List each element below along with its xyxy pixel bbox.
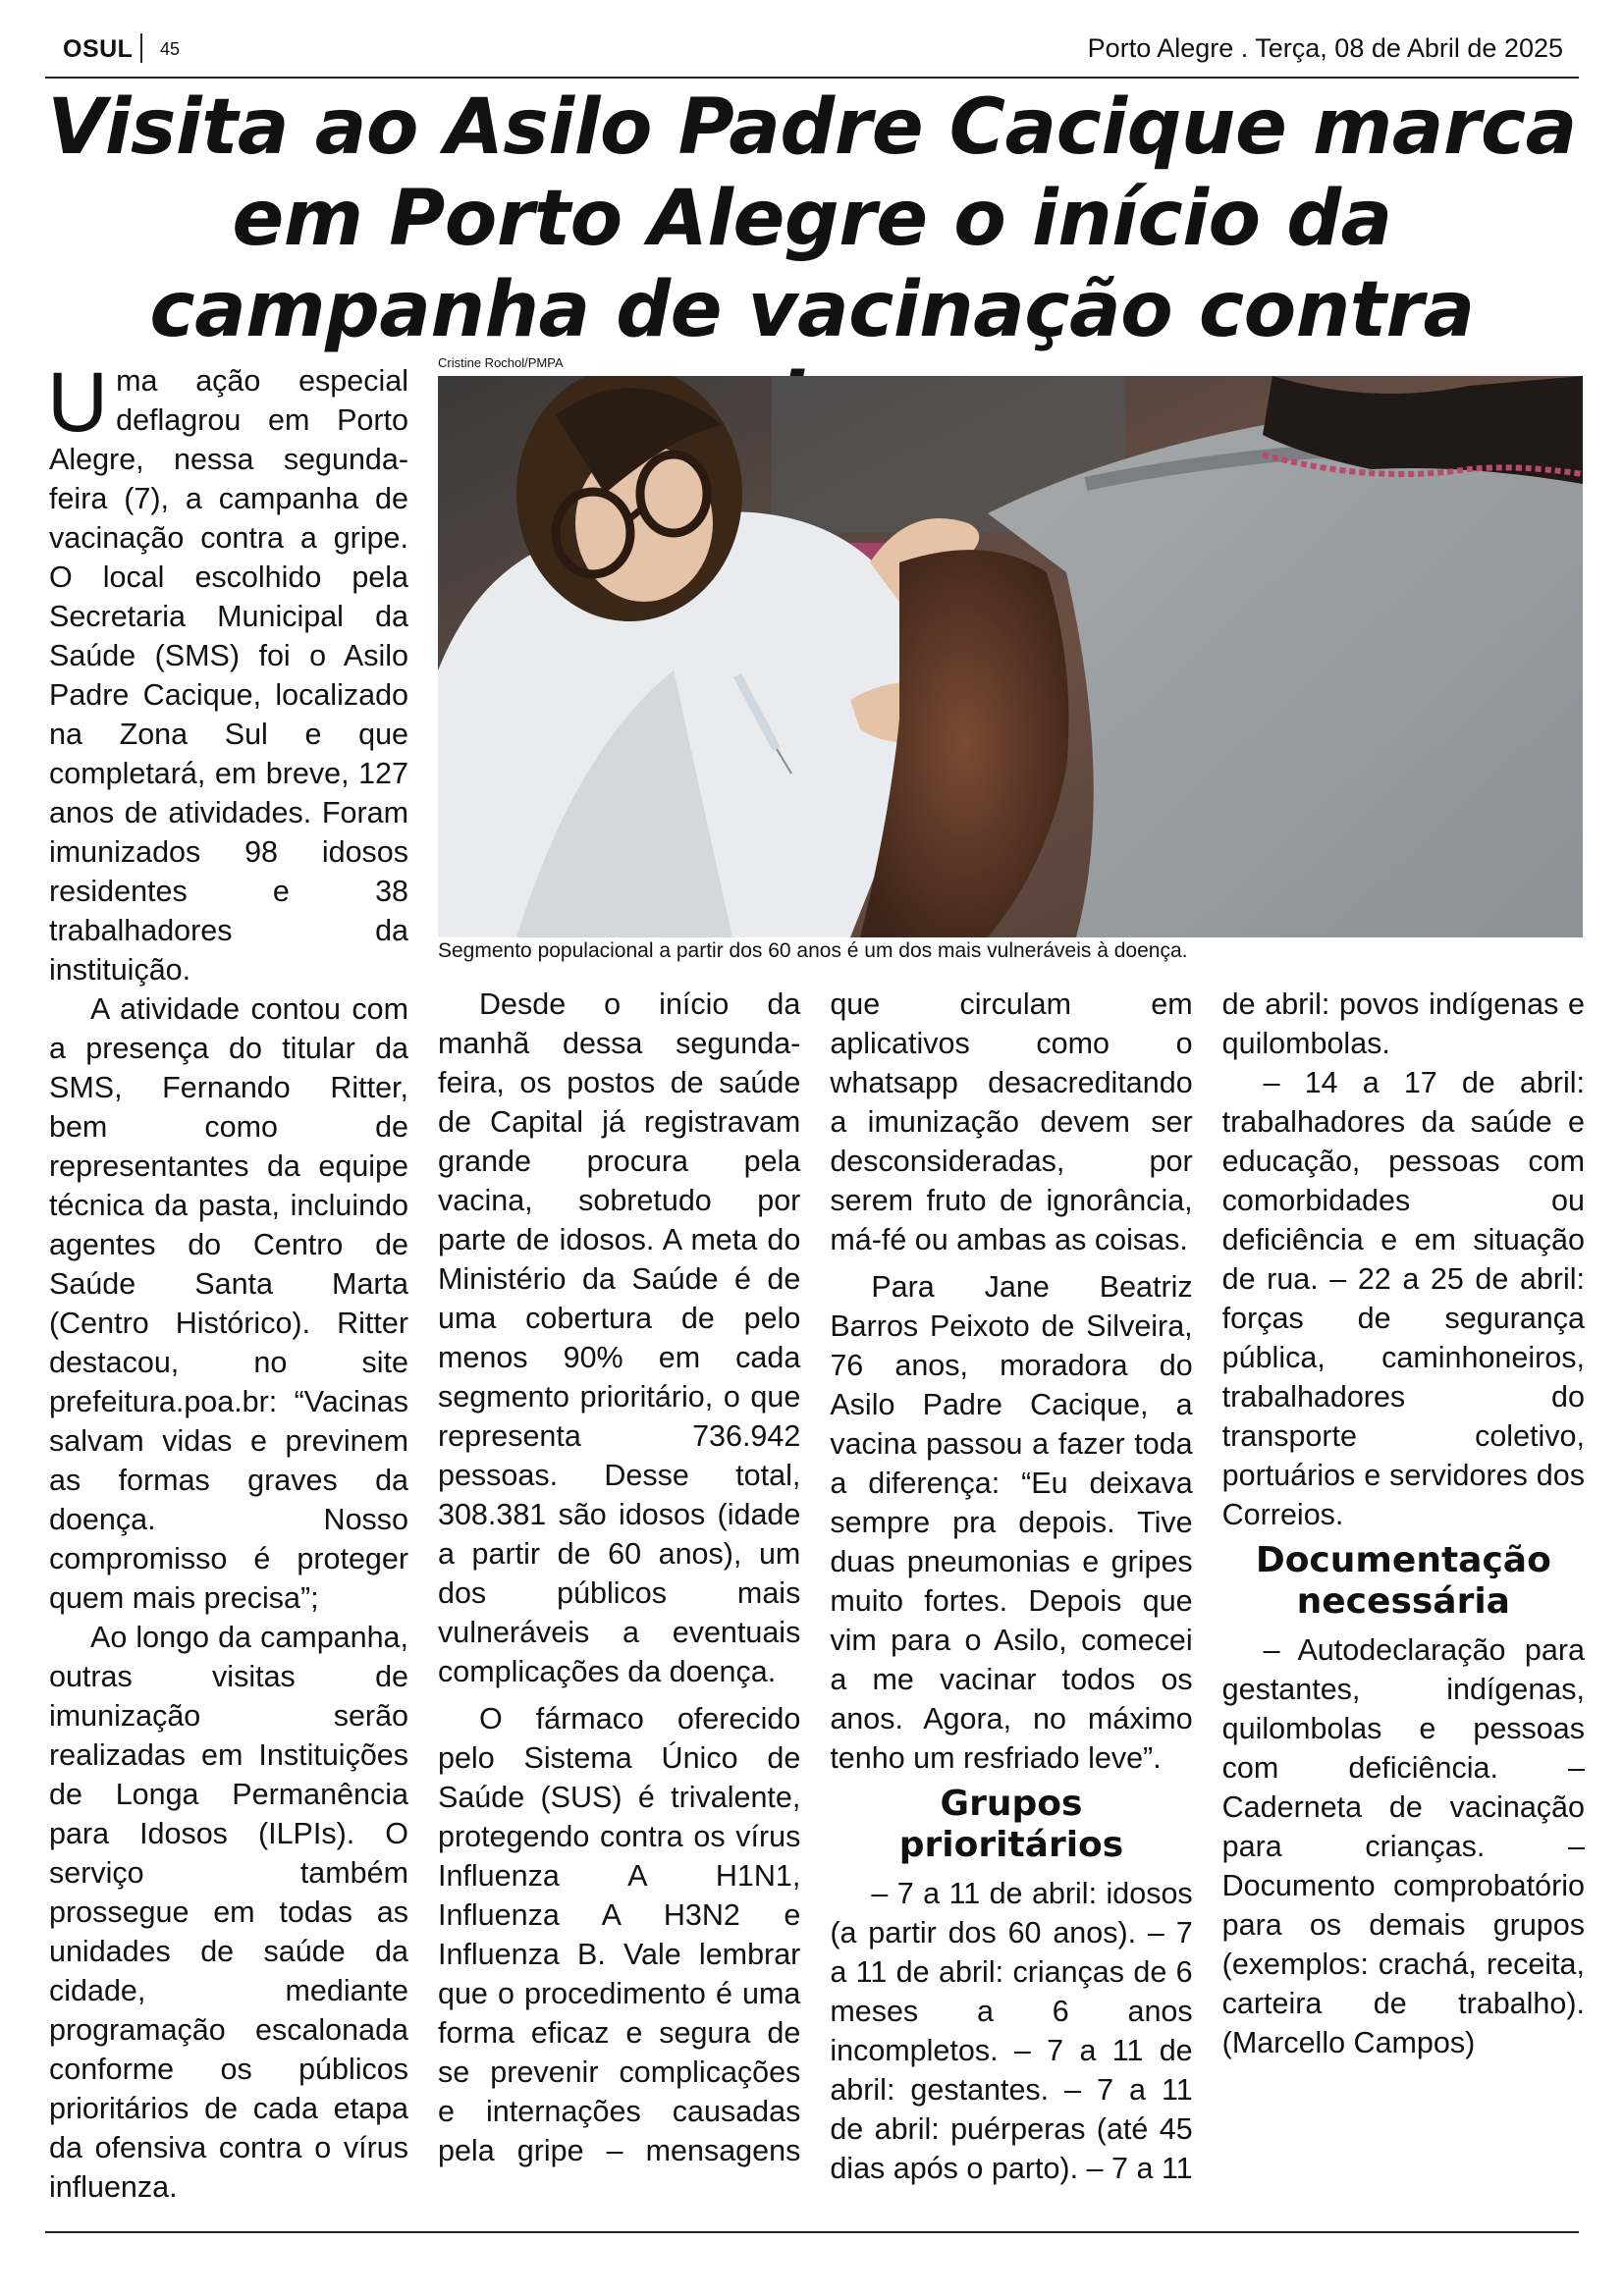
vaccination-photo — [438, 376, 1583, 937]
newspaper-brand: OSUL — [63, 35, 134, 63]
article-flow-columns — [438, 985, 1585, 2192]
paragraph: – Autodeclaração para gestantes, indígenas, quilombolas e pessoas com deficiência. – Caderneta de vacinação para crianças. – Documento comprobatório para os demais grupos (exemplos: crachá, receita, carteira de trabalho). (Marcello Campos) — [1221, 1633, 1585, 2059]
lead-text: ma ação especial deflagrou em Porto Alegre, nessa segunda-feira (7), a campanha de vacinação contra a gripe. O local escolhido pela Secretaria Municipal da Saúde (SMS) foi o Asilo Padre Cacique, localizado na Zona Sul e que completará, em breve, 127 anos de atividades. Foram imunizados 98 idosos residentes e 38 trabalhadores da instituição. — [49, 364, 408, 987]
page-header — [45, 31, 1579, 75]
footer-rule — [45, 2231, 1579, 2233]
article-column-1 — [47, 355, 408, 2207]
page-number: 45 — [160, 39, 181, 59]
header-rule — [45, 77, 1579, 79]
paragraph: Ao longo da campanha, outras visitas de imunização serão realizadas em Instituições de Longa Permanência para Idosos (ILPIs). O serviço também prossegue em todas as unidades de saúde da cidade, mediante programação escalonada conforme os públicos prioritários de cada etapa da ofensiva contra o vírus influenza. — [49, 1621, 408, 2204]
paragraph: O fármaco oferecido pelo Sistema Único de Saúde (SUS) é trivalente, protegendo contra os vírus Influenza A H1N1, Influenza A H3N2 e Influenza B. Vale lembrar que o procedimento é uma forma eficaz e segura de se prevenir complicações e internações causadas pela gripe – mensagens que circulam em aplicativos como o whatsapp desacreditando a imunização devem ser desconsideradas, por serem fruto de ignorância, má-fé ou ambas as coisas. — [438, 988, 1193, 2167]
subheading-documents: Documentação necessária — [1255, 1540, 1551, 1622]
dropcap: U — [47, 355, 109, 450]
header-divider — [140, 33, 142, 63]
lead-paragraph — [47, 355, 408, 989]
subheading-priority-groups: Grupos prioritários — [898, 1784, 1124, 1865]
photo-credit: Cristine Rochol/PMPA — [438, 355, 564, 370]
paragraph: – 14 a 17 de abril: trabalhadores da saúde e educação, pessoas com comorbidades ou deficiência e em situação de rua. – 22 a 25 de abril: forças de segurança pública, caminhoneiros, trabalhadores do transporte coletivo, portuários e servidores dos Correios. — [1221, 1066, 1585, 1531]
paragraph: – 7 a 11 de abril: idosos (a partir dos 60 anos). – 7 a 11 de abril: crianças de 6 meses a 6 anos incompletos. – 7 a 11 de abril: gestantes. – 7 a 11 de abril: puérperas (até 45 dias após o parto). – 7 a 11 de abril: povos indígenas e quilombolas. — [830, 988, 1585, 2185]
headline: Visita ao Asilo Padre Cacique marca em Porto Alegre o início da campanha de vacinação contra — [47, 83, 1577, 354]
edition-date: Porto Alegre . Terça, 08 de Abril de 2025 — [1087, 33, 1563, 63]
photo-caption: Segmento populacional a partir dos 60 anos é um dos mais vulneráveis à doença. — [438, 939, 1188, 962]
paragraph: A atividade contou com a presença do titular da SMS, Fernando Ritter, bem como de representantes da equipe técnica da pasta, incluindo agentes do Centro de Saúde Santa Marta (Centro Histórico). Ritter destacou, no site prefeitura.poa.br: “Vacinas salvam vidas e previnem as formas graves da doença. Nosso compromisso é proteger quem mais precisa”; — [49, 992, 408, 1615]
paragraph: Para Jane Beatriz Barros Peixoto de Silveira, 76 anos, moradora do Asilo Padre Cacique, a vacina passou a fazer toda a diferença: “Eu deixava sempre pra depois. Tive duas pneumonias e gripes muito fortes. Depois que vim para o Asilo, comecei a me vacinar todos os anos. Agora, no máximo tenho um resfriado leve”. — [830, 1270, 1193, 1775]
paragraph: Desde o início da manhã dessa segunda-feira, os postos de saúde de Capital já registravam grande procura pela vacina, sobretudo por parte de idosos. A meta do Ministério da Saúde é de uma cobertura de pelo menos 90% em cada segmento prioritário, o que representa 736.942 pessoas. Desse total, 308.381 são idosos (idade a partir de 60 anos), um dos públicos mais vulneráveis a eventuais complicações da doença. — [438, 988, 801, 1688]
